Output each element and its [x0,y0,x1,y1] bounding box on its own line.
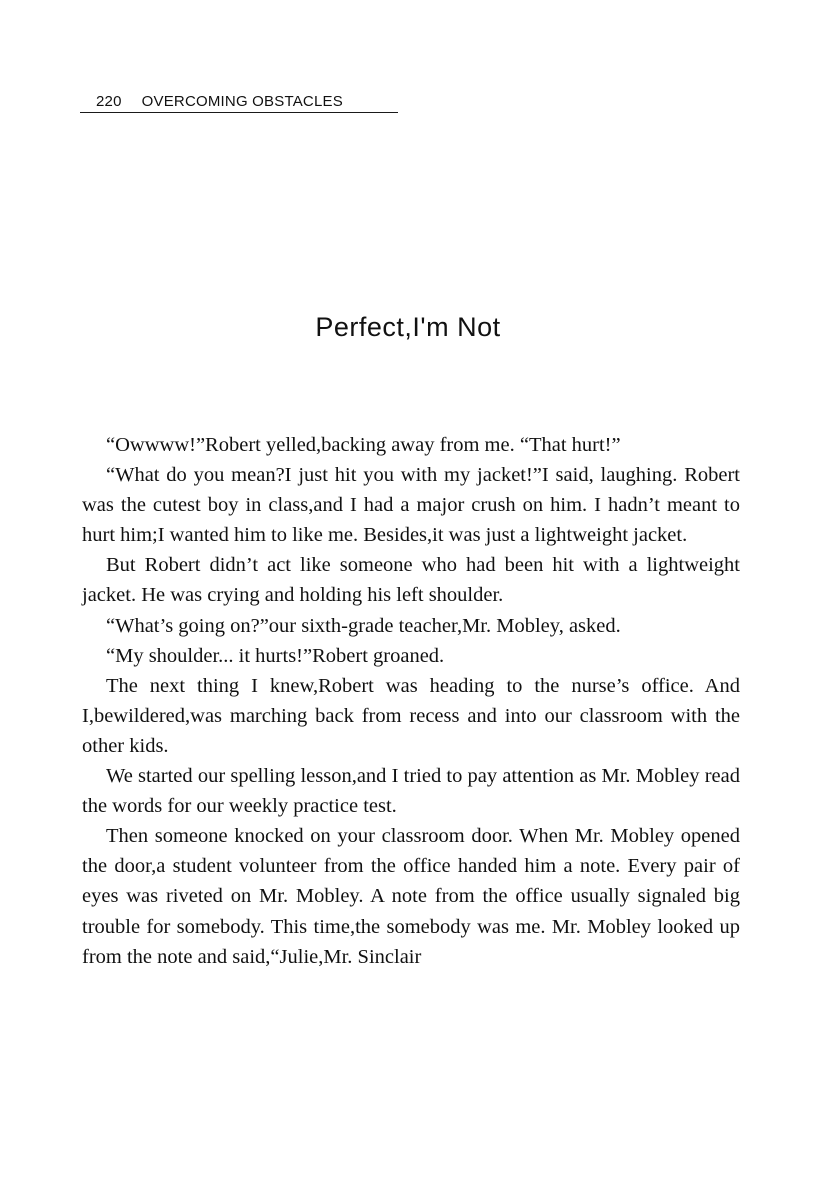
paragraph: “What do you mean?I just hit you with my jacket!”I said, laughing. Robert was the cutest boy in class,and I had a major crush on him. I hadn’t meant to hurt him;I wanted him to like me. Besides,it was just a lightweight jacket. [82,464,740,547]
chapter-title: OVERCOMING OBSTACLES [141,93,343,110]
story-body [82,430,740,972]
paragraph: Then someone knocked on your classroom door. When Mr. Mobley opened the door,a student volunteer from the office handed him a note. Every pair of eyes was riveted on Mr. Mobley. A note from the office usually signaled big trouble for somebody. This time,the somebody was me. Mr. Mobley looked up from the note and said,“Julie,Mr. Sinclair [82,825,740,968]
story-title: Perfect,I'm Not [315,312,501,342]
paragraph: “My shoulder... it hurts!”Robert groaned. [106,644,445,667]
paragraph: “Owwww!”Robert yelled,backing away from me. “That hurt!” [106,434,621,456]
paragraph: But Robert didn’t act like someone who had been hit with a lightweight jacket. He was crying and holding his left shoulder. [82,554,740,607]
running-header [80,93,398,113]
paragraph: “What’s going on?”our sixth-grade teacher,Mr. Mobley, asked. [106,614,621,637]
paragraph: The next thing I knew,Robert was heading to the nurse’s office. And I,bewildered,was marching back from recess and into our classroom with the other kids. [82,674,740,757]
paragraph: We started our spelling lesson,and I tried to pay attention as Mr. Mobley read the words for our weekly practice test. [82,765,740,818]
page-number: 220 [96,93,122,110]
